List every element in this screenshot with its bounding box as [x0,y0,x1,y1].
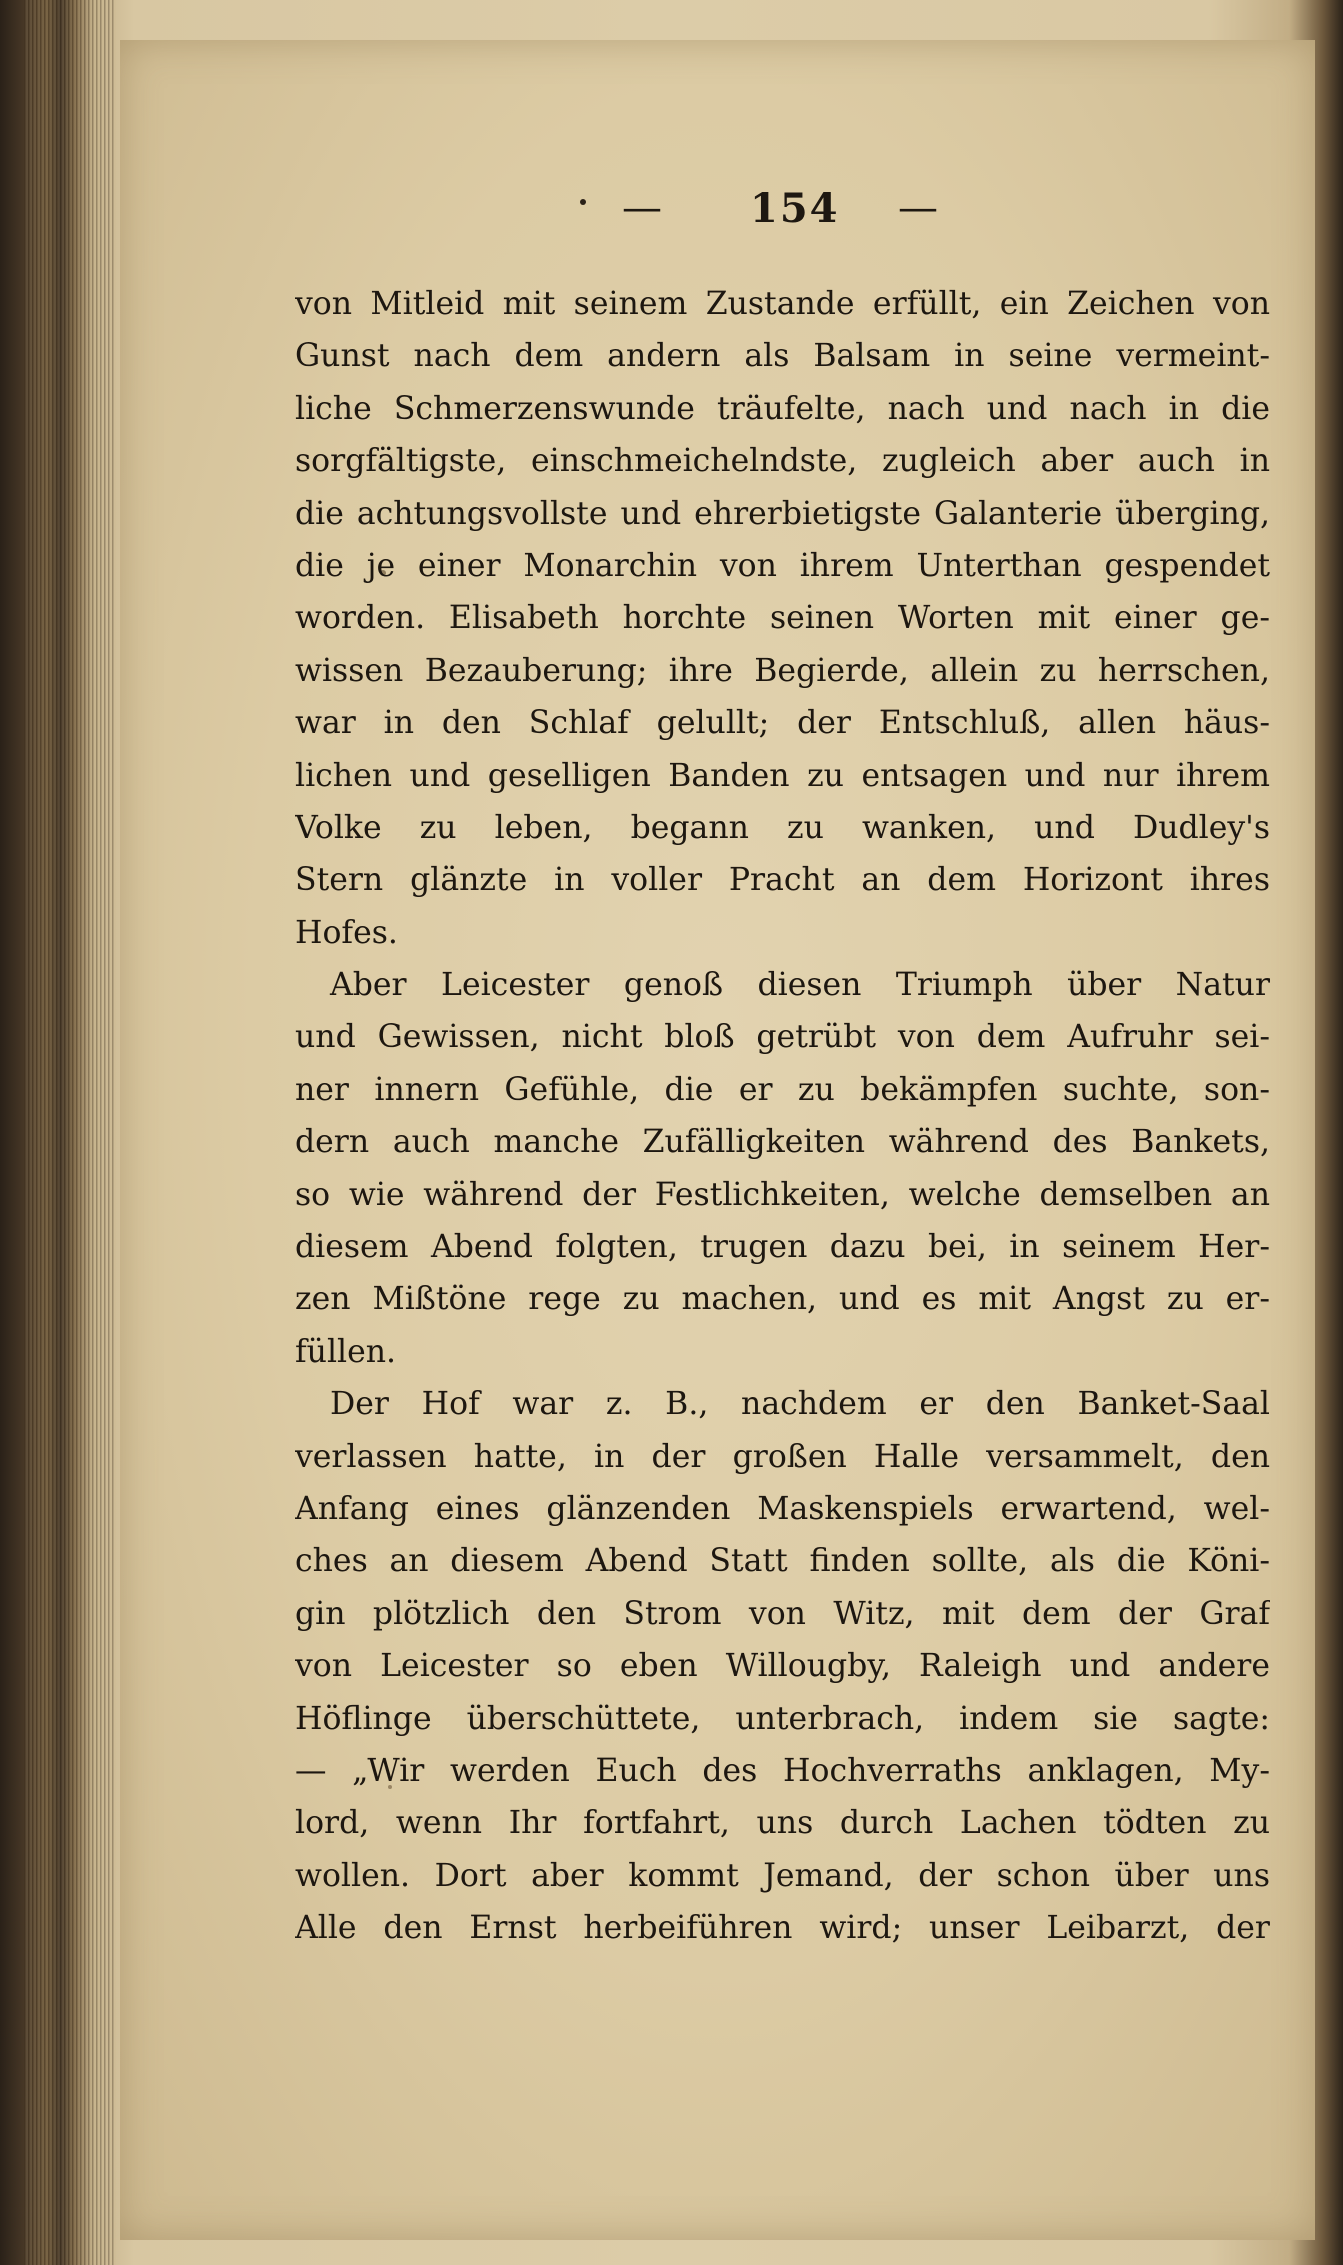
text-line: Hofes. [295,914,398,951]
header-dash-right: — [898,185,938,231]
text-line: Volke zu leben, begann zu wanken, und Dudley's [295,809,1270,846]
text-line: zen Mißtöne rege zu machen, und es mit Angst zu er- [295,1281,1270,1318]
text-line: füllen. [295,1333,397,1370]
page-header [580,185,980,245]
text-line: Gunst nach dem andern als Balsam in seine vermeint- [295,338,1270,375]
text-line: — „Wir werden Euch des Hochverraths anklagen, My- [295,1752,1270,1789]
page-edges [24,0,116,2265]
text-line: von Mitleid mit seinem Zustande erfüllt, ein Zeichen von [295,286,1270,322]
text-line: liche Schmerzenswunde träufelte, nach und nach in die [295,390,1270,427]
text-line: ner innern Gefühle, die er zu bekämpfen suchte, son- [295,1071,1270,1108]
text-line: lichen und geselligen Banden zu entsagen und nur ihrem [295,757,1270,794]
body-text [295,278,1270,1955]
text-line: Der Hof war z. B., nachdem er den Banket-Saal [330,1386,1270,1423]
text-line: ches an diesem Abend Statt finden sollte, als die Köni- [295,1543,1270,1580]
text-line: sorgfältigste, einschmeichelndste, zugleich aber auch in [295,443,1270,480]
text-line: Anfang eines glänzenden Maskenspiels erwartend, wel- [295,1490,1270,1527]
text-line: und Gewissen, nicht bloß getrübt von dem Aufruhr sei- [295,1019,1270,1056]
text-line: Alle den Ernst herbeiführen wird; unser Leibarzt, der [295,1910,1270,1947]
text-line: Höflinge überschüttete, unterbrach, indem sie sagte: [295,1700,1270,1737]
text-line: von Leicester so eben Willougby, Raleigh und andere [295,1648,1270,1685]
text-line: Aber Leicester genoß diesen Triumph über Natur [330,967,1270,1004]
text-line: wollen. Dort aber kommt Jemand, der schon über uns [295,1857,1270,1894]
text-line: wissen Bezauberung; ihre Begierde, allein zu herrschen, [295,652,1270,689]
text-line: war in den Schlaf gelullt; der Entschluß, allen häus- [295,705,1270,742]
text-line: diesem Abend folgten, trugen dazu bei, in seinem Her- [295,1229,1270,1266]
text-line: die achtungsvollste und ehrerbietigste Galanterie überging, [295,495,1270,532]
text-line: die je einer Monarchin von ihrem Unterthan gespendet [295,547,1270,584]
text-line: Stern glänzte in voller Pracht an dem Horizont ihres [295,862,1270,899]
text-line: verlassen hatte, in der großen Halle versammelt, den [295,1438,1270,1475]
header-dot [580,199,586,205]
text-line: dern auch manche Zufälligkeiten während des Bankets, [295,1124,1270,1161]
page-number: 154 [750,185,840,232]
text-line: worden. Elisabeth horchte seinen Worten mit einer ge- [295,600,1270,637]
text-line: so wie während der Festlichkeiten, welche demselben an [295,1176,1270,1213]
text-line: lord, wenn Ihr fortfahrt, uns durch Lachen tödten zu [295,1805,1270,1842]
text-line: gin plötzlich den Strom von Witz, mit dem der Graf [295,1595,1270,1632]
header-dash-left: — [622,185,662,231]
